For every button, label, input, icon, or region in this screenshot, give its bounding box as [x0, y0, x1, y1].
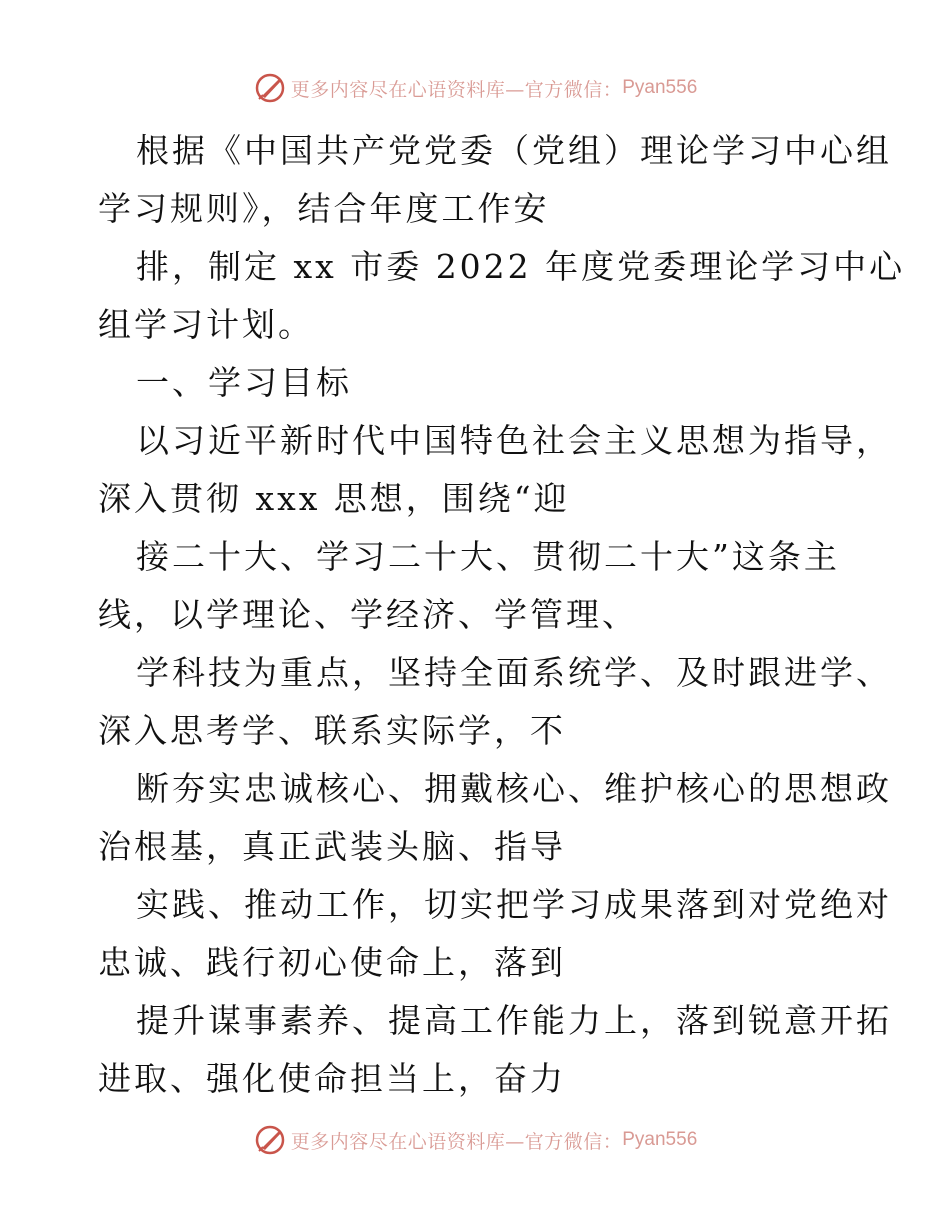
- watermark-text: 更多内容尽在心语资料库—官方微信：: [290, 78, 623, 101]
- text-line: 接二十大、学习二十大、贯彻二十大”这条主: [136, 537, 840, 576]
- text-line: 断夯实忠诚核心、拥戴核心、维护核心的思想政: [136, 769, 892, 808]
- text-line: 深入贯彻 xxx 思想，围绕“迎: [98, 479, 570, 518]
- text-line: 排，制定 xx 市委 2022 年度党委理论学习中心: [136, 247, 906, 286]
- quill-logo-icon: [253, 71, 287, 105]
- document-body: [98, 122, 906, 1108]
- text-line: 组学习计划。: [98, 305, 314, 344]
- text-line: 忠诚、践行初心使命上，落到: [98, 943, 566, 982]
- text-line: 线，以学理论、学经济、学管理、: [98, 595, 638, 634]
- text-line: 根据《中国共产党党委（党组）理论学习中心组: [136, 131, 892, 170]
- header-watermark: [0, 68, 950, 108]
- text-line: 深入思考学、联系实际学，不: [98, 711, 566, 750]
- watermark-text: 更多内容尽在心语资料库—官方微信：: [290, 1130, 623, 1153]
- watermark-wechat-id: Pyan556: [622, 1129, 698, 1150]
- section-heading: 一、学习目标: [136, 363, 352, 402]
- text-line: 学习规则》，结合年度工作安: [98, 189, 550, 228]
- text-line: 以习近平新时代中国特色社会主义思想为指导，: [136, 421, 892, 460]
- footer-watermark: [0, 1120, 950, 1160]
- watermark-wechat-id: Pyan556: [622, 77, 698, 98]
- text-line: 实践、推动工作，切实把学习成果落到对党绝对: [136, 885, 892, 924]
- text-line: 治根基，真正武装头脑、指导: [98, 827, 566, 866]
- text-line: 提升谋事素养、提高工作能力上，落到锐意开拓: [136, 1001, 892, 1040]
- quill-logo-icon: [253, 1123, 287, 1157]
- text-line: 学科技为重点，坚持全面系统学、及时跟进学、: [136, 653, 892, 692]
- text-line: 进取、强化使命担当上，奋力: [98, 1059, 566, 1098]
